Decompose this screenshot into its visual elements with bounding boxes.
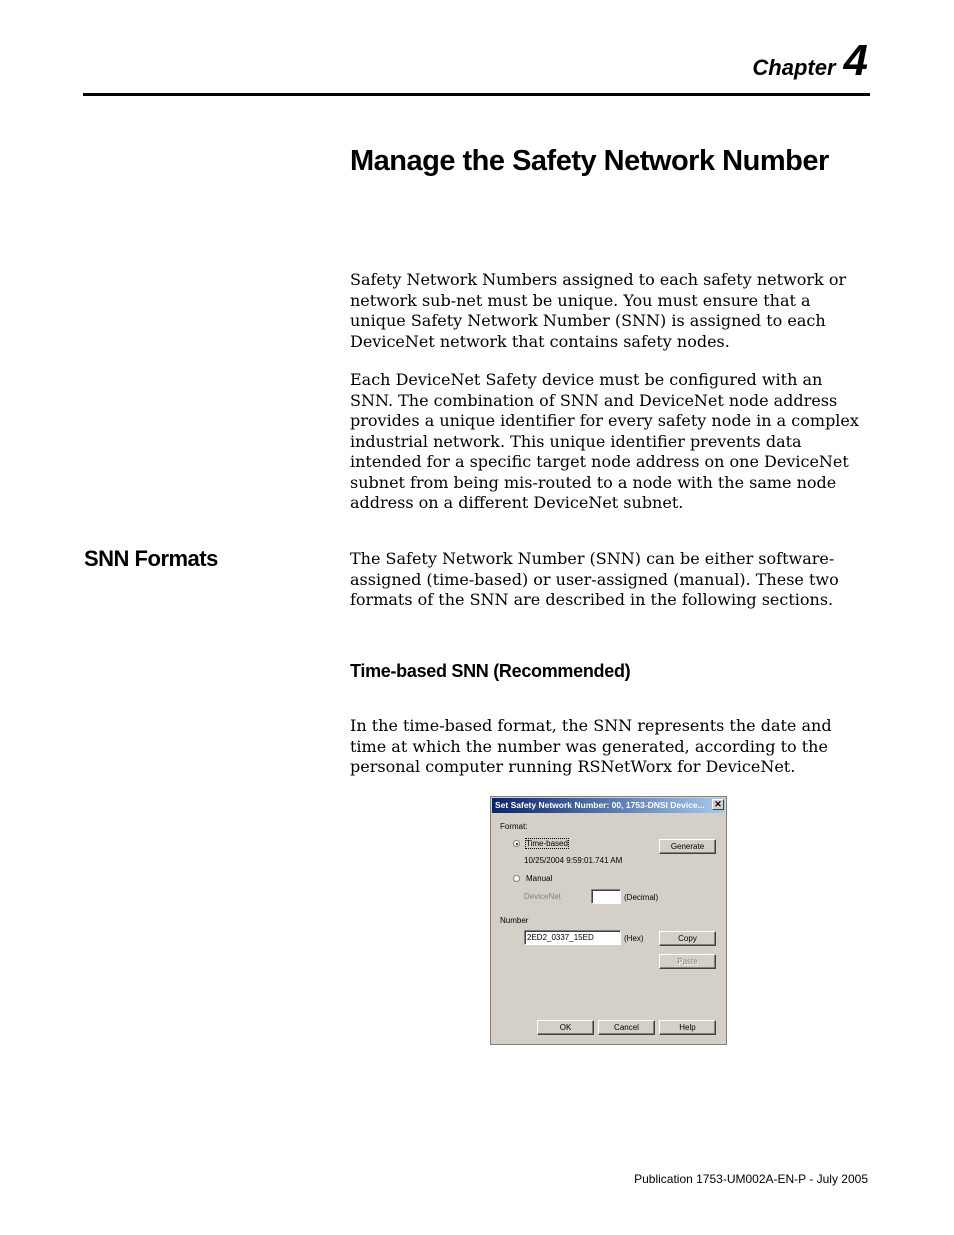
decimal-label: (Decimal) [624, 893, 659, 902]
ok-button[interactable]: OK [537, 1020, 594, 1035]
copy-button[interactable]: Copy [659, 931, 716, 946]
chapter-label: Chapter [752, 55, 836, 80]
devicenet-label: DeviceNet [524, 892, 561, 901]
dialog-titlebar [492, 798, 725, 813]
number-label: Number [500, 916, 529, 925]
time-based-label: Time-based [526, 839, 568, 848]
number-input[interactable]: 2ED2_0337_15ED [524, 930, 621, 945]
help-button[interactable]: Help [659, 1020, 716, 1035]
format-label: Format: [500, 822, 528, 831]
intro-paragraph-2: Each DeviceNet Safety device must be configured with an SNN. The combination of SNN and DeviceNet node address provides a unique identifier for every safety node in a complex industrial network. This unique identifier prevents data intended for a specific target node address on one DeviceNet subnet from being mis-routed to a node with the same node address on a different DeviceNet subnet. [350, 370, 859, 512]
close-icon[interactable]: ✕ [712, 799, 724, 810]
chapter-number: 4 [843, 36, 868, 85]
publication-footer: Publication 1753-UM002A-EN-P - July 2005 [634, 1172, 868, 1186]
dialog-title: Set Safety Network Number: 00, 1753-DNSI Device... [495, 800, 705, 810]
cancel-button[interactable]: Cancel [598, 1020, 655, 1035]
subheading-time-based: Time-based SNN (Recommended) [350, 661, 631, 681]
set-snn-dialog [490, 796, 727, 1045]
paste-button[interactable]: Paste [659, 954, 716, 969]
devicenet-input[interactable] [591, 889, 621, 904]
generate-button[interactable]: Generate [659, 839, 716, 854]
hex-label: (Hex) [624, 934, 644, 943]
section-heading-snn-formats: SNN Formats [84, 546, 218, 571]
header-rule [83, 93, 870, 96]
timestamp-text: 10/25/2004 9:59:01.741 AM [524, 856, 623, 865]
snn-formats-paragraph: The Safety Network Number (SNN) can be either software-assigned (time-based) or user-assigned (manual). These two formats of the SNN are described in the following sections. [350, 549, 839, 609]
manual-label: Manual [526, 874, 553, 883]
intro-paragraph-1: Safety Network Numbers assigned to each safety network or network sub-net must be unique. You must ensure that a unique Safety Network Number (SNN) is assigned to each DeviceNet network that contains safety nodes. [350, 270, 847, 351]
time-based-paragraph: In the time-based format, the SNN represents the date and time at which the number was generated, according to the personal computer running RSNetWorx for DeviceNet. [350, 716, 832, 776]
time-based-radio[interactable] [513, 840, 520, 847]
page-title: Manage the Safety Network Number [350, 145, 829, 177]
chapter-header [752, 36, 868, 86]
manual-radio[interactable] [513, 875, 520, 882]
